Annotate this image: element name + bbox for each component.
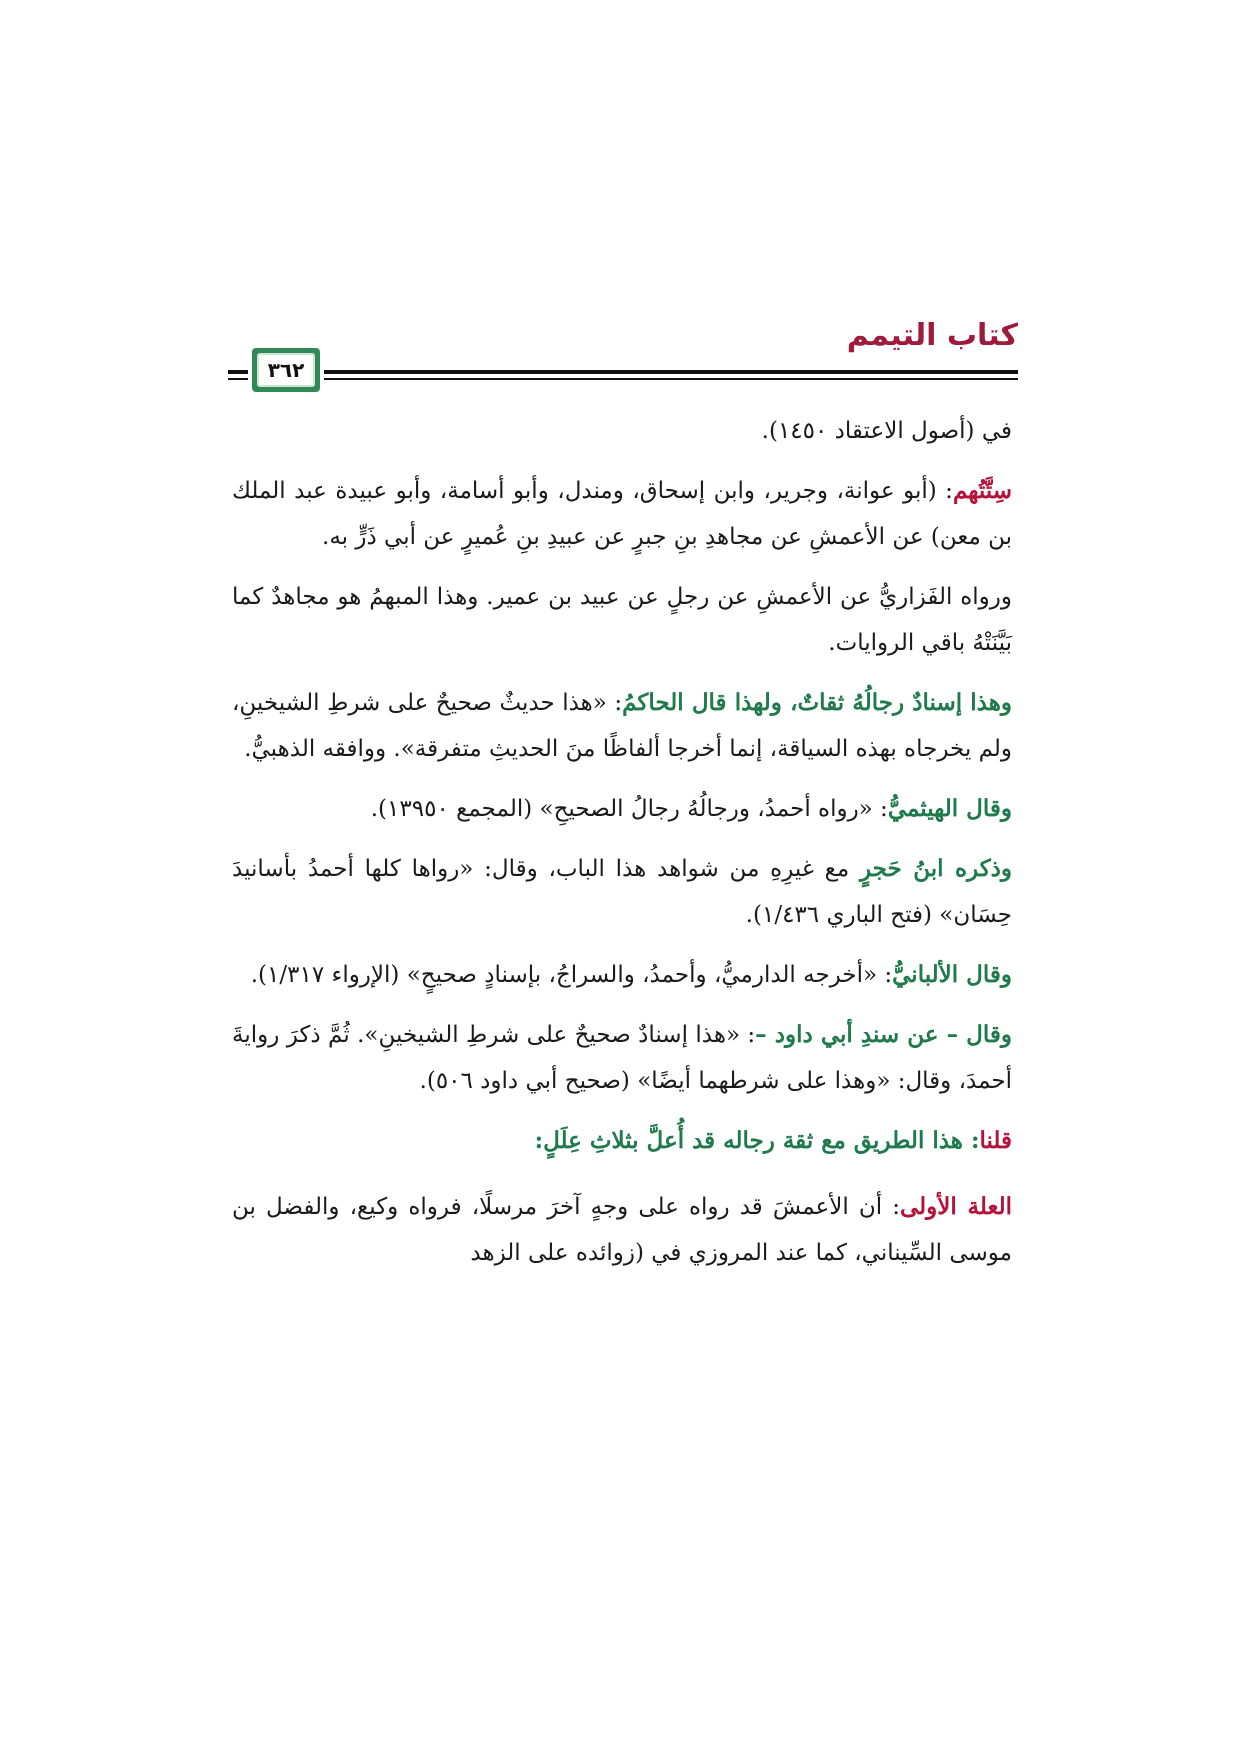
paragraph-label: وقال – عن سندِ أبي داود –	[755, 1021, 1012, 1048]
paragraph-qulna	[232, 1118, 1012, 1164]
paragraph-label: العلة الأولى	[899, 1193, 1012, 1220]
paragraph-label: وقال الألبانيُّ	[892, 961, 1012, 988]
paragraph-text: مع غيرِهِ من شواهد هذا الباب، وقال: «رواها كلها أحمدُ بأسانيدَ حِسَان» (فتح الباري ١/٤٣٦).	[232, 856, 1012, 928]
header-rule-thick	[324, 370, 1018, 374]
paragraph-heading-text: : هذا الطريق مع ثقة رجاله قد أُعلَّ بثلاثِ عِلَلٍ:	[534, 1127, 980, 1154]
paragraph-abu-dawud	[232, 1012, 1012, 1104]
page-number-frame	[257, 353, 315, 387]
body-text	[232, 408, 1012, 1290]
paragraph-text: : «رواه أحمدُ، ورجالُهُ رجالُ الصحيحِ» (المجمع ١٣٩٥٠).	[370, 796, 888, 822]
book-title: كتاب التيمم	[846, 318, 1018, 353]
paragraph-six-narrators	[232, 468, 1012, 560]
paragraph-label: قلنا	[979, 1127, 1012, 1154]
paragraph-text: في (أصول الاعتقاد ١٤٥٠).	[761, 418, 1012, 444]
paragraph-fazari	[232, 574, 1012, 666]
paragraph-label: سِتَّتُهم	[952, 477, 1012, 504]
header-rule-left-thick	[228, 370, 248, 374]
paragraph-text: : «أخرجه الدارميُّ، وأحمدُ، والسراجُ، بإسنادٍ صحيحٍ» (الإرواء ١/٣١٧).	[250, 962, 893, 988]
paragraph-label: وهذا إسنادٌ رجالُهُ ثقاتٌ، ولهذا قال الحاكمُ	[622, 689, 1012, 716]
paragraph-text: : أن الأعمشَ قد رواه على وجهٍ آخرَ مرسلًا، فرواه وكيع، والفضل بن موسى السِّيناني، كما عند المروزي في (زوائده على الزهد	[232, 1194, 1012, 1266]
paragraph-label: وقال الهيثميُّ	[887, 795, 1012, 822]
paragraph-text: : (أبو عوانة، وجرير، وابن إسحاق، ومندل، وأبو أسامة، وأبو عبيدة عبد الملك بن معن) عن الأعمشِ عن مجاهدِ بنِ جبرٍ عن عبيدِ بنِ عُميرٍ عن أبي ذَرٍّ به.	[232, 478, 1012, 550]
paragraph-text: : «هذا حديثٌ صحيحٌ على شرطِ الشيخينِ، ولم يخرجاه بهذه السياقة، إنما أخرجا ألفاظًا منَ الحديثِ متفرقة». ووافقه الذهبيُّ.	[232, 690, 1012, 762]
paragraph-text: : «هذا إسنادٌ صحيحٌ على شرطِ الشيخينِ». ثُمَّ ذكرَ روايةَ أحمدَ، وقال: «وهذا على شرطهما أيضًا» (صحيح أبي داود ٥٠٦).	[232, 1022, 1012, 1094]
paragraph-text: ورواه الفَزاريُّ عن الأعمشِ عن رجلٍ عن عبيد بن عمير. وهذا المبهمُ هو مجاهدٌ كما بَيَّنَتْهُ باقي الروايات.	[232, 584, 1012, 656]
paragraph-source	[232, 408, 1012, 454]
paragraph-hakim	[232, 680, 1012, 772]
page-number-badge	[252, 348, 320, 392]
paragraph-first-defect	[232, 1184, 1012, 1276]
paragraph-ibn-hajar	[232, 846, 1012, 938]
header-rule-thin	[324, 378, 1018, 380]
page-header	[228, 318, 1018, 386]
paragraph-albani	[232, 952, 1012, 998]
header-rule-left-thin	[228, 378, 248, 380]
paragraph-haythami	[232, 786, 1012, 832]
page-number: ٣٦٢	[267, 358, 305, 382]
paragraph-label: وذكره ابنُ حَجرٍ	[859, 855, 1012, 882]
